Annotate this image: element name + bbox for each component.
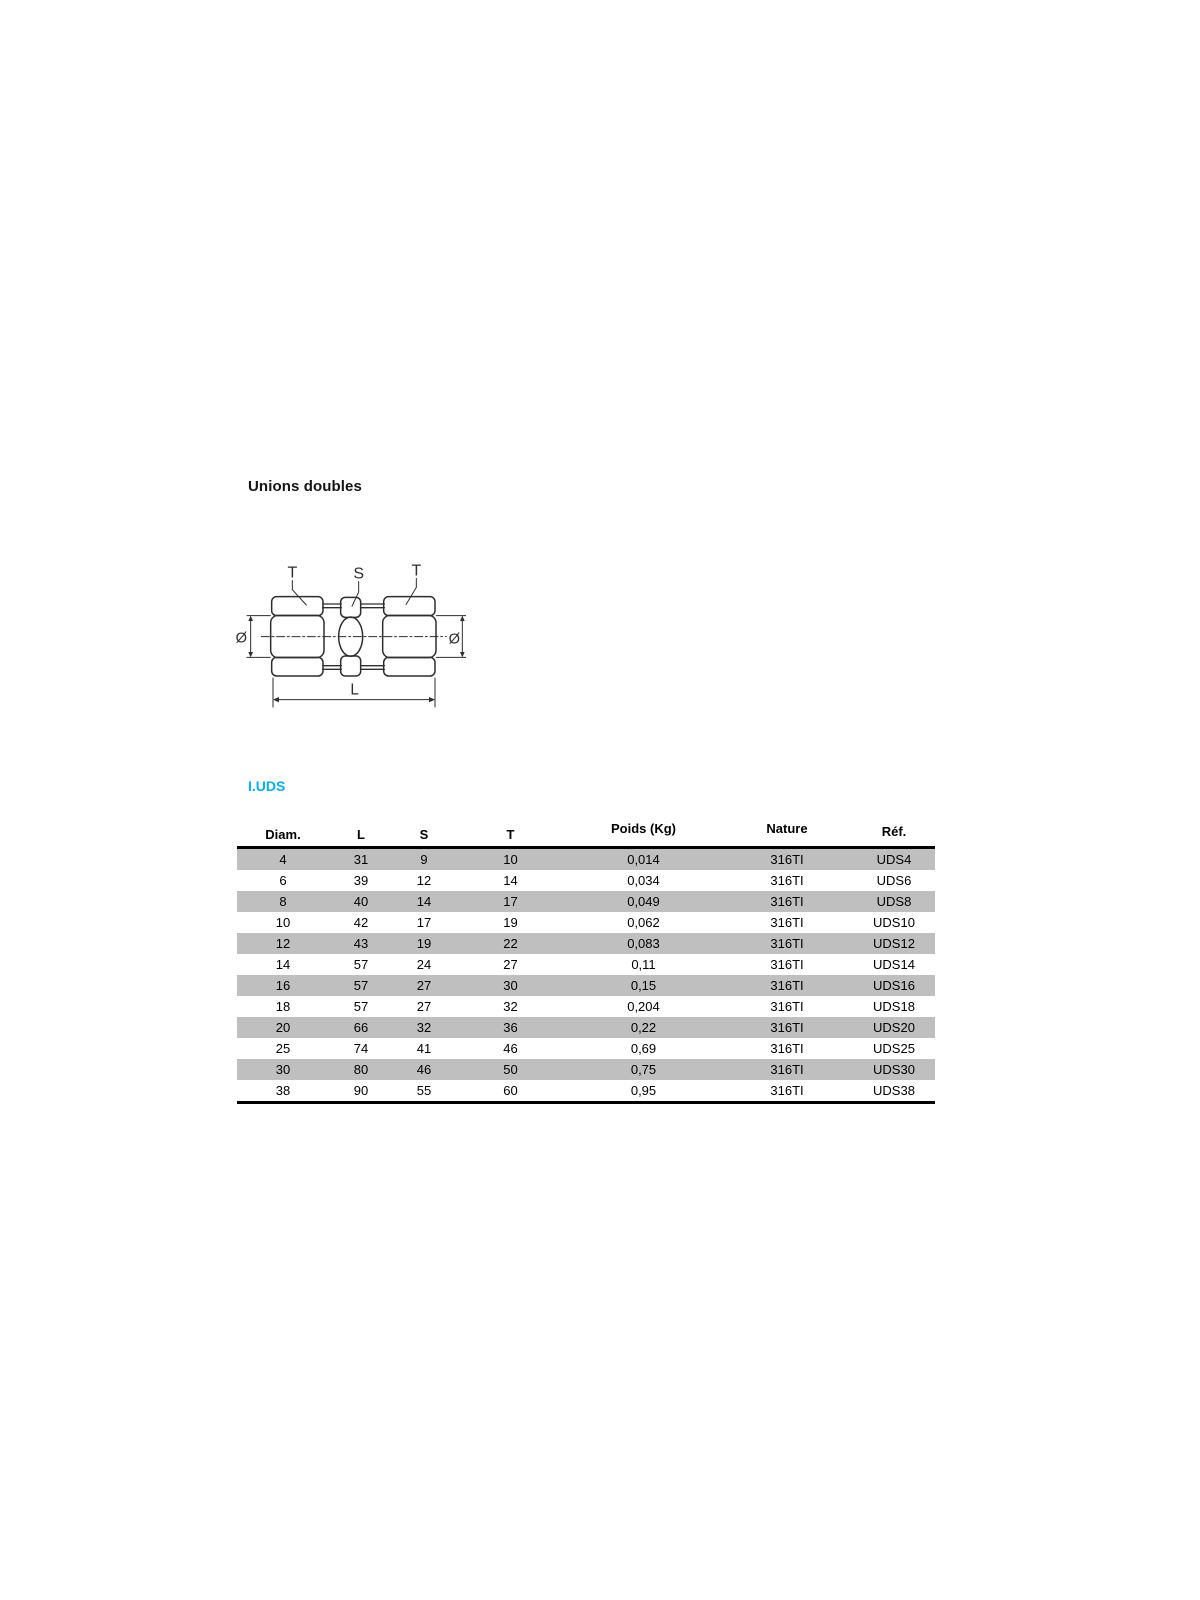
- cell-poids-kg: 0,95: [566, 1080, 721, 1103]
- table-header-row: [237, 795, 935, 848]
- column-header-4: T: [455, 795, 566, 848]
- cell-r-f: UDS14: [873, 957, 915, 972]
- cell-t: 30: [503, 978, 518, 993]
- cell-nature: 316TI: [770, 1062, 804, 1077]
- column-header-2: L: [329, 795, 393, 848]
- cell-poids-kg: 0,22: [630, 1020, 657, 1035]
- drawing-labels: [236, 563, 460, 699]
- cell-t: 10: [503, 852, 518, 867]
- cell-r-f: UDS25: [873, 1041, 915, 1056]
- cell-l: 43: [353, 936, 369, 951]
- page-title: Unions doubles: [248, 478, 362, 495]
- table-row: [237, 912, 935, 933]
- cell-s: 55: [393, 1080, 455, 1103]
- cell-s: 17: [416, 915, 432, 930]
- cell-nature: 316TI: [770, 873, 804, 888]
- cell-l: 39: [353, 873, 369, 888]
- cell-l: 31: [353, 852, 369, 867]
- cell-l: 40: [353, 894, 369, 909]
- cell-nature: 316TI: [770, 936, 804, 951]
- cell-s: 12: [416, 873, 432, 888]
- cell-s: 32: [416, 1020, 432, 1035]
- column-header-3: S: [393, 795, 455, 848]
- cell-s: 27: [416, 978, 432, 993]
- cell-t: 46: [503, 1041, 518, 1056]
- cell-nature: 316TI: [770, 852, 804, 867]
- cell-t: 32: [503, 999, 518, 1014]
- cell-nature: 316TI: [770, 915, 804, 930]
- cell-diam: 8: [279, 894, 287, 909]
- cell-poids-kg: 0,049: [627, 894, 660, 909]
- length-label: L: [350, 681, 359, 699]
- cell-diam: 25: [275, 1041, 291, 1056]
- cell-diam: 10: [275, 915, 291, 930]
- table-row: [237, 848, 935, 871]
- cell-r-f: UDS38: [853, 1080, 935, 1103]
- t-label-right: T: [411, 562, 422, 580]
- cell-diam: 38: [237, 1080, 329, 1103]
- diameter-label-right: Ø: [448, 631, 461, 648]
- cell-r-f: UDS20: [873, 1020, 915, 1035]
- cell-l: 57: [353, 999, 369, 1014]
- cell-r-f: UDS6: [876, 873, 912, 888]
- cell-t: 17: [503, 894, 518, 909]
- cell-s: 19: [416, 936, 432, 951]
- cell-diam: 4: [279, 852, 287, 867]
- cell-poids-kg: 0,083: [627, 936, 660, 951]
- column-header-1: Diam.: [237, 795, 329, 848]
- cell-l: 74: [353, 1041, 369, 1056]
- cell-poids-kg: 0,75: [630, 1062, 657, 1077]
- cell-r-f: UDS12: [873, 936, 915, 951]
- cell-t: 19: [503, 915, 518, 930]
- cell-nature: 316TI: [770, 894, 804, 909]
- cell-diam: 14: [275, 957, 291, 972]
- cell-s: 14: [416, 894, 432, 909]
- technical-drawing-double-union: [228, 543, 475, 709]
- cell-poids-kg: 0,062: [627, 915, 660, 930]
- cell-s: 41: [416, 1041, 432, 1056]
- table-row: [237, 954, 935, 975]
- table-row: [237, 870, 935, 891]
- cell-nature: 316TI: [721, 1080, 853, 1103]
- t-label-left: T: [287, 564, 298, 582]
- cell-l: 90: [329, 1080, 393, 1103]
- cell-r-f: UDS8: [876, 894, 912, 909]
- cell-nature: 316TI: [770, 1041, 804, 1056]
- cell-t: 50: [503, 1062, 518, 1077]
- cell-l: 80: [353, 1062, 369, 1077]
- cell-nature: 316TI: [770, 978, 804, 993]
- table-row: [237, 1080, 935, 1103]
- s-label: S: [353, 565, 365, 583]
- cell-poids-kg: 0,15: [630, 978, 657, 993]
- cell-s: 24: [416, 957, 432, 972]
- cell-r-f: UDS4: [876, 852, 912, 867]
- section-code: I.UDS: [248, 778, 286, 794]
- cell-diam: 20: [275, 1020, 291, 1035]
- cell-poids-kg: 0,034: [627, 873, 660, 888]
- cell-nature: 316TI: [770, 999, 804, 1014]
- cell-l: 66: [353, 1020, 369, 1035]
- column-header-7: Réf.: [853, 795, 935, 848]
- table-row: [237, 1038, 935, 1059]
- table-row: [237, 1059, 935, 1080]
- column-header-5: Poids (Kg): [566, 795, 721, 848]
- cell-r-f: UDS10: [873, 915, 915, 930]
- cell-l: 57: [353, 957, 369, 972]
- cell-r-f: UDS16: [873, 978, 915, 993]
- table-row: [237, 996, 935, 1017]
- cell-nature: 316TI: [770, 1020, 804, 1035]
- cell-l: 42: [353, 915, 369, 930]
- cell-t: 22: [503, 936, 518, 951]
- cell-diam: 16: [275, 978, 291, 993]
- cell-r-f: UDS18: [873, 999, 915, 1014]
- table-row: [237, 891, 935, 912]
- cell-t: 60: [455, 1080, 566, 1103]
- specs-table: [237, 795, 935, 1104]
- cell-poids-kg: 0,69: [630, 1041, 657, 1056]
- cell-r-f: UDS30: [873, 1062, 915, 1077]
- cell-s: 46: [416, 1062, 432, 1077]
- table-row: [237, 933, 935, 954]
- cell-diam: 30: [275, 1062, 291, 1077]
- cell-s: 27: [416, 999, 432, 1014]
- cell-poids-kg: 0,014: [627, 852, 660, 867]
- table-row: [237, 975, 935, 996]
- cell-diam: 6: [279, 873, 287, 888]
- cell-t: 14: [503, 873, 518, 888]
- cell-t: 27: [503, 957, 518, 972]
- column-header-6: Nature: [721, 795, 853, 848]
- cell-l: 57: [353, 978, 369, 993]
- diameter-label-left: Ø: [235, 630, 248, 647]
- cell-s: 9: [420, 852, 428, 867]
- cell-t: 36: [503, 1020, 518, 1035]
- cell-diam: 18: [275, 999, 291, 1014]
- cell-poids-kg: 0,11: [631, 957, 656, 972]
- cell-nature: 316TI: [770, 957, 804, 972]
- cell-diam: 12: [275, 936, 291, 951]
- cell-poids-kg: 0,204: [627, 999, 660, 1014]
- table-row: [237, 1017, 935, 1038]
